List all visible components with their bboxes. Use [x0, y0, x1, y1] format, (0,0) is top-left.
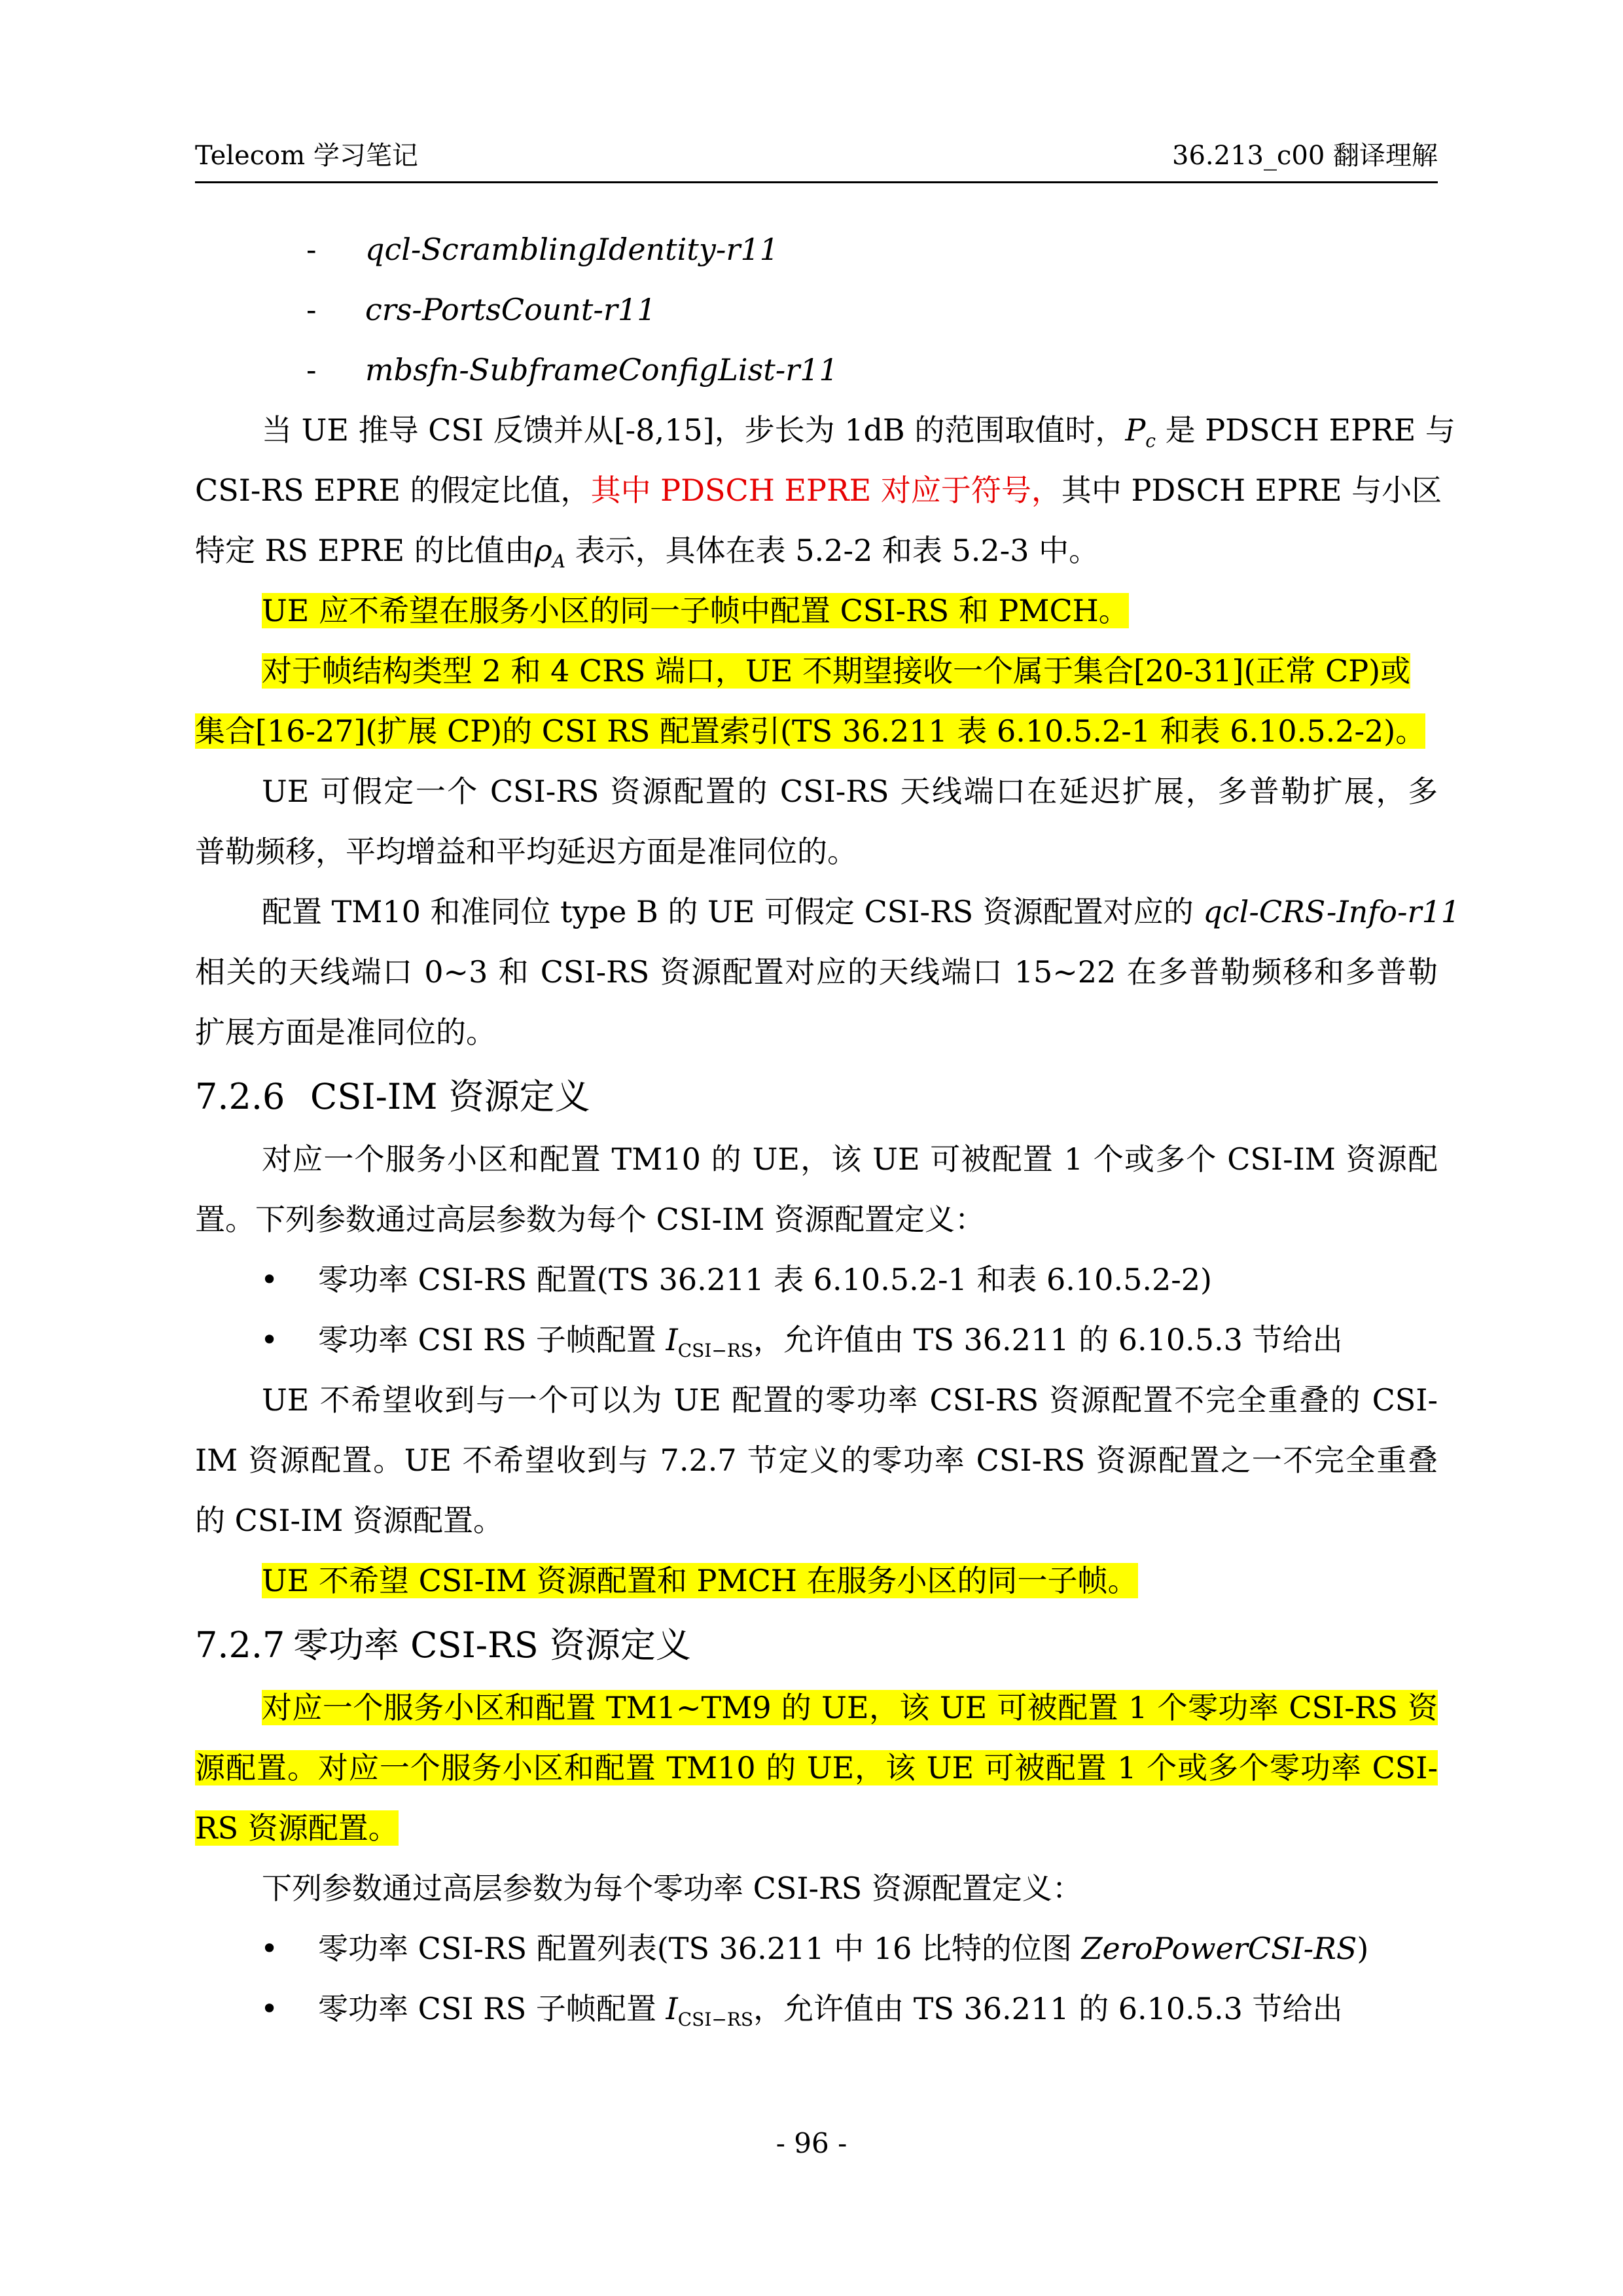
- paragraph-overlap: UE 不希望收到与一个可以为 UE 配置的零功率 CSI-RS 资源配置不完全重叠的 CSI- IM 资源配置。UE 不希望收到与 7.2.7 节定义的零功率 CSI-RS 资源配置之一不完全重叠 的 CSI-IM 资源配置。: [195, 1382, 1438, 1538]
- highlighted-text: UE 不希望 CSI-IM 资源配置和 PMCH 在服务小区的同一子帧。: [262, 1563, 1138, 1598]
- header-right: 36.213_c00 翻译理解: [1172, 141, 1438, 171]
- paragraph-epre: 当 UE 推导 CSI 反馈并从[-8,15]，步长为 1dB 的范围取值时，$P_c$ 是 PDSCH EPRE 与 CSI-RS EPRE 的假定比值，其中 PDSCH EPRE 对应于符号，其中 PDSCH EPRE 与小区 特定 RS EPRE 的比值由$\rho_A$ 表示，具体在表 5.2-2 和表 5.2-3 中。: [195, 412, 1455, 572]
- highlighted-text: UE 应不希望在服务小区的同一子帧中配置 CSI-RS 和 PMCH。: [262, 593, 1129, 628]
- highlighted-text: RS 资源配置。: [195, 1810, 399, 1846]
- section-heading-7-2-7: 7.2.7 零功率 CSI-RS 资源定义: [195, 1624, 691, 1666]
- section-heading-7-2-6: 7.2.6 CSI-IM 资源定义: [195, 1076, 590, 1117]
- highlighted-text: 集合[16-27](扩展 CP)的 CSI RS 配置索引(TS 36.211 表 6.10.5.2-1 和表 6.10.5.2-2)。: [195, 713, 1426, 749]
- symbol-pc: P: [1125, 412, 1146, 448]
- bullet-marker: •: [260, 1262, 279, 1297]
- highlighted-text: 对应一个服务小区和配置 TM1~TM9 的 UE，该 UE 可被配置 1 个零功率 CSI-RS 资: [262, 1690, 1438, 1725]
- bullet-marker: •: [260, 1931, 279, 1966]
- paragraph-qcl: UE 可假定一个 CSI-RS 资源配置的 CSI-RS 天线端口在延迟扩展，多普勒扩展，多 普勒频移，平均增益和平均延迟方面是准同位的。: [195, 774, 1438, 869]
- highlighted-text: 对于帧结构类型 2 和 4 CRS 端口，UE 不期望接收一个属于集合[20-31](正常 CP)或: [262, 653, 1411, 689]
- paragraph-csi-im-pmch: [195, 1551, 1438, 1611]
- bullet-marker: •: [260, 1991, 279, 2026]
- page-content: [195, 219, 1461, 2039]
- list-item: - qcl-ScramblingIdentity-r11: [195, 219, 1438, 279]
- list-item: • 零功率 CSI RS 子帧配置 $I_{CSI-RS}$，允许值由 TS 36.211 的 6.10.5.3 节给出: [195, 1310, 1438, 1370]
- bullet-marker: •: [260, 1322, 279, 1357]
- paragraph-csi-im: 对应一个服务小区和配置 TM10 的 UE，该 UE 可被配置 1 个或多个 CSI-IM 资源配 置。下列参数通过高层参数为每个 CSI-IM 资源配置定义：: [195, 1141, 1438, 1237]
- page-header: [195, 134, 1438, 183]
- header-left: Telecom 学习笔记: [195, 141, 418, 171]
- paragraph-params: 下列参数通过高层参数为每个零功率 CSI-RS 资源配置定义：: [262, 1871, 1082, 1906]
- paragraph-tm10: 配置 TM10 和准同位 type B 的 UE 可假定 CSI-RS 资源配置对应的 qcl-CRS-Info-r11 相关的天线端口 0~3 和 CSI-RS 资源配置对应的天线端口 15~22 在多普勒频移和多普勒 扩展方面是准同位的。: [195, 894, 1461, 1050]
- list-item: • 零功率 CSI-RS 配置(TS 36.211 表 6.10.5.2-1 和表 6.10.5.2-2): [195, 1249, 1438, 1310]
- paragraph-frame-structure: [195, 641, 1438, 761]
- list-item: • 零功率 CSI RS 子帧配置 $I_{CSI-RS}$，允许值由 TS 36.211 的 6.10.5.3 节给出: [195, 1979, 1438, 2039]
- list-item: - crs-PortsCount-r11: [195, 279, 1438, 340]
- dash-marker: -: [306, 292, 317, 327]
- page-number: - 96 -: [776, 2127, 847, 2159]
- dash-marker: -: [306, 352, 317, 387]
- dash-marker: -: [306, 232, 317, 267]
- paragraph-zero-power: [195, 1677, 1438, 1858]
- highlighted-text: 源配置。对应一个服务小区和配置 TM10 的 UE，该 UE 可被配置 1 个或多个零功率 CSI-: [195, 1750, 1438, 1785]
- symbol-rho: ρ: [534, 533, 552, 568]
- red-note: 其中 PDSCH EPRE 对应于符号，: [590, 473, 1061, 508]
- paragraph-pmch: [195, 581, 1438, 641]
- list-item: - mbsfn-SubframeConfigList-r11: [195, 340, 1438, 400]
- list-item: • 零功率 CSI-RS 配置列表(TS 36.211 中 16 比特的位图 ZeroPowerCSI-RS): [195, 1918, 1438, 1979]
